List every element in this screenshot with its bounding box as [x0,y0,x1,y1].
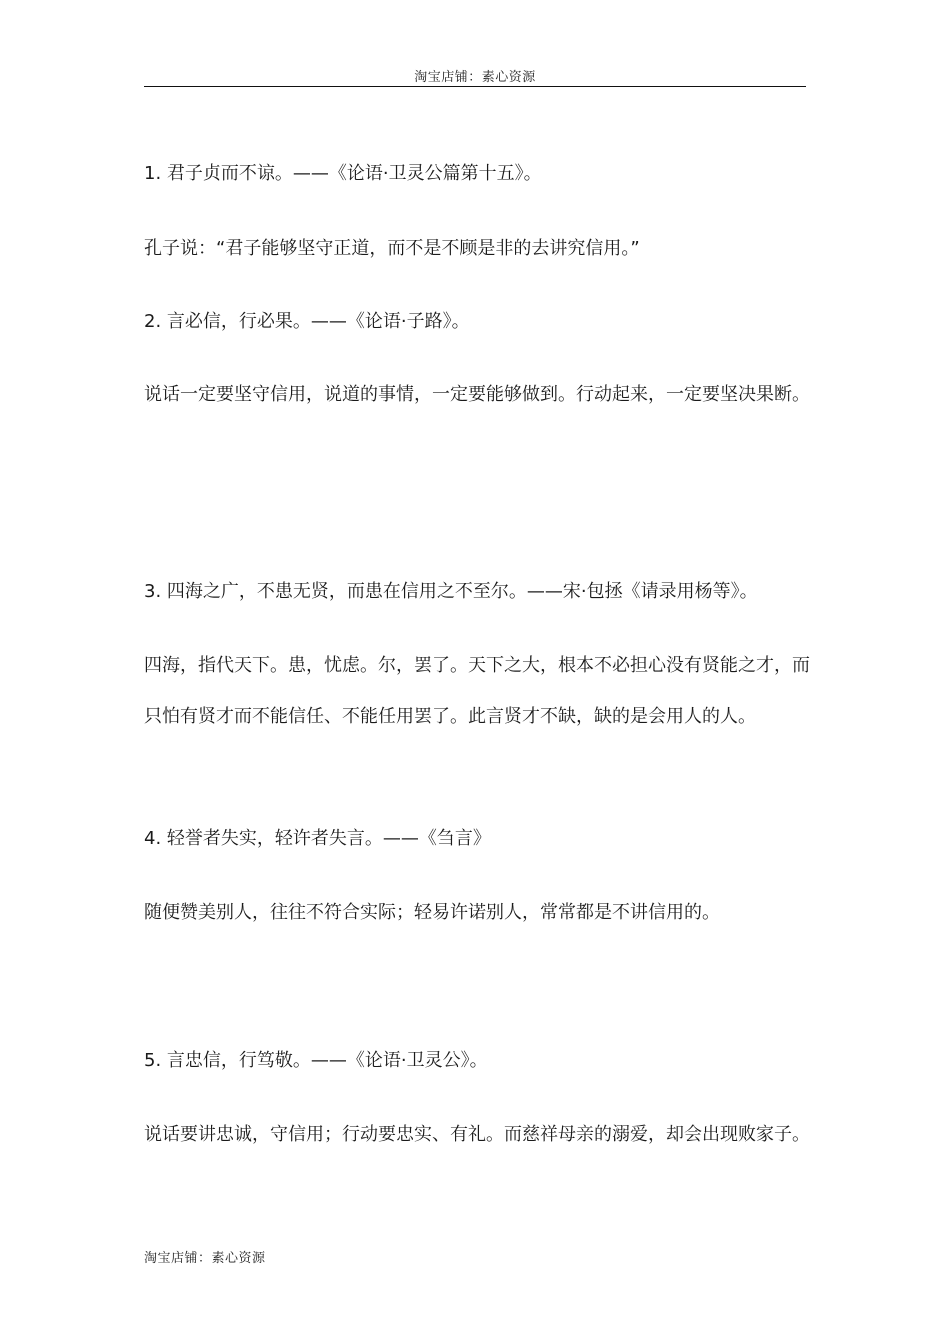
explanation-3: 四海，指代天下。患，忧虑。尔，罢了。天下之大，根本不必担心没有贤能之才，而只怕有贤才而不能信任、不能任用罢了。此言贤才不缺，缺的是会用人的人。 [144,655,810,727]
explanation-2: 说话一定要坚守信用，说道的事情，一定要能够做到。行动起来，一定要坚决果断。 [144,384,810,405]
page-header: 淘宝店铺：素心资源 [414,70,536,85]
quote-4: 4. 轻誉者失实，轻许者失言。——《刍言》 [144,828,491,849]
explanation-4: 随便赞美别人，往往不符合实际；轻易许诺别人，常常都是不讲信用的。 [144,902,720,923]
quote-1: 1. 君子贞而不谅。——《论语·卫灵公篇第十五》。 [144,163,542,184]
header-divider [144,86,806,87]
page-footer: 淘宝店铺：素心资源 [144,1251,266,1266]
quote-2: 2. 言必信，行必果。——《论语·子路》。 [144,311,470,332]
explanation-1: 孔子说：“君子能够坚守正道，而不是不顾是非的去讲究信用。” [144,238,640,259]
quote-3: 3. 四海之广，不患无贤，而患在信用之不至尔。——宋·包拯《请录用杨等》。 [144,581,758,602]
quote-5: 5. 言忠信，行笃敬。——《论语·卫灵公》。 [144,1050,488,1071]
explanation-5: 说话要讲忠诚，守信用；行动要忠实、有礼。而慈祥母亲的溺爱，却会出现败家子。 [144,1124,810,1145]
